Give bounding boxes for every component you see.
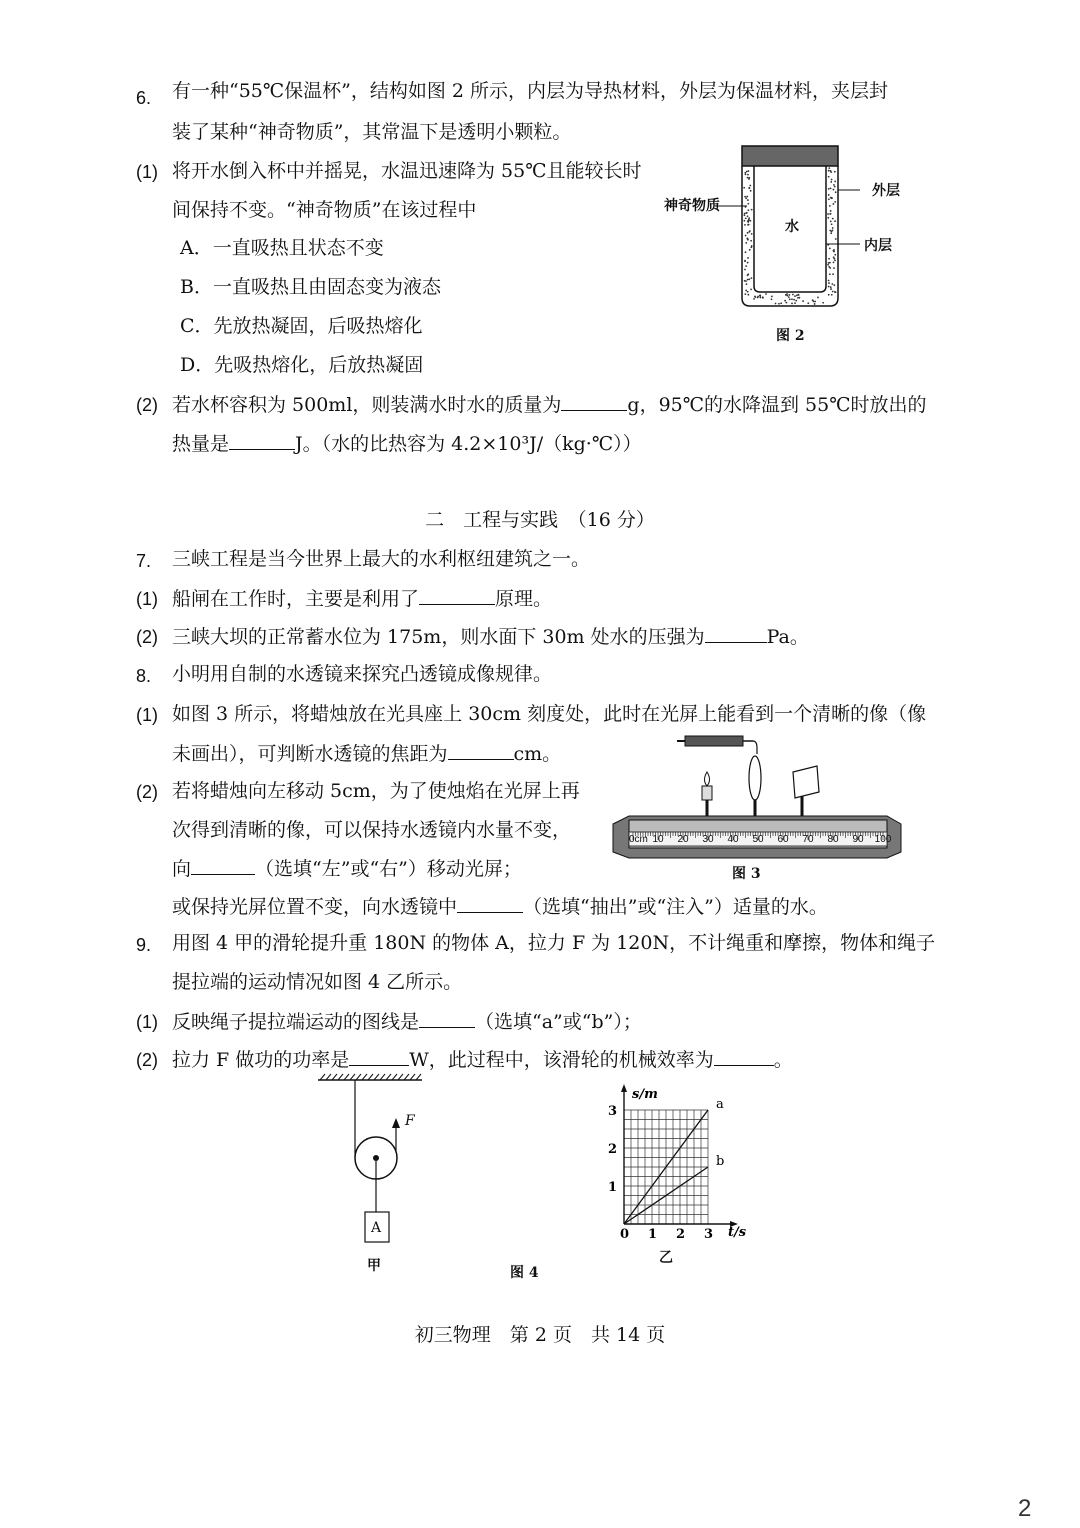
y-tick-label: 3 xyxy=(608,1104,618,1119)
q7-part1-number: (1) xyxy=(136,589,158,609)
q6-part2-number: (2) xyxy=(136,395,158,415)
y-axis-label: s/m xyxy=(632,1087,658,1102)
label-magic-substance: 神奇物质 xyxy=(664,198,720,214)
bench-tick-label: 40 xyxy=(727,834,739,845)
q6-part1-line2: 间保持不变。“神奇物质”在该过程中 xyxy=(172,199,477,221)
bench-tick-label: 50 xyxy=(752,834,764,845)
q8-part2-line3: 向 （选填“左”或“右”）移动光屏； xyxy=(172,858,522,880)
q9-part2-line: 拉力 F 做功的功率是 W，此过程中，该滑轮的机械效率为 。 xyxy=(172,1049,793,1071)
q7-line1: 三峡工程是当今世界上最大的水利枢纽建筑之一。 xyxy=(172,548,591,570)
q8-part2-number: (2) xyxy=(136,782,158,802)
x-axis-label: t/s xyxy=(728,1225,747,1240)
figure-4-pulley xyxy=(310,1072,440,1272)
label-yi: 乙 xyxy=(659,1250,673,1266)
q8-line1: 小明用自制的水透镜来探究凸透镜成像规律。 xyxy=(172,663,553,685)
y-axis-arrow xyxy=(621,1084,627,1092)
bench-tick-label: 0cm xyxy=(629,834,648,845)
q9-part1-number: (1) xyxy=(136,1012,158,1032)
q9-part2-number: (2) xyxy=(136,1050,158,1070)
page-footer: 初三物理 第 2 页 共 14 页 xyxy=(414,1324,666,1346)
bench-tick-label: 30 xyxy=(702,834,714,845)
label-water: 水 xyxy=(785,219,799,235)
y-tick-label: 2 xyxy=(608,1142,618,1157)
q8-part1-line1: 如图 3 所示，将蜡烛放在光具座上 30cm 刻度处，此时在光屏上能看到一个清晰的像（像 xyxy=(172,703,927,725)
bench-tick-label: 20 xyxy=(677,834,689,845)
q8-part2-line2: 次得到清晰的像，可以保持水透镜内水量不变， xyxy=(172,819,572,841)
q8-part2-line1: 若将蜡烛向左移动 5cm，为了使烛焰在光屏上再 xyxy=(172,780,580,802)
corner-page-number: 2 xyxy=(1018,1495,1032,1522)
q8-part1-number: (1) xyxy=(136,705,158,725)
q7-part2-line: 三峡大坝的正常蓄水位为 175m，则水面下 30m 处水的压强为 Pa。 xyxy=(172,626,809,648)
figure-3-caption: 图 3 xyxy=(732,866,761,882)
q6-option-d: D．先吸热熔化，后放热凝固 xyxy=(180,354,424,376)
x-tick-label: 3 xyxy=(704,1227,714,1242)
q6-part1-line1: 将开水倒入杯中并摇晃，水温迅速降为 55℃且能较长时 xyxy=(172,160,642,182)
x-tick-label: 2 xyxy=(676,1227,686,1242)
q6-line1: 有一种“55℃保温杯”，结构如图 2 所示，内层为导热材料，外层为保温材料，夹层封 xyxy=(172,80,889,102)
figure-3-scale xyxy=(605,834,905,848)
series-label-b: b xyxy=(716,1154,725,1169)
x-tick-label: 0 xyxy=(620,1227,630,1242)
q9-part1-line: 反映绳子提拉端运动的图线是 （选填“a”或“b”）； xyxy=(172,1011,642,1033)
bench-tick-label: 60 xyxy=(777,834,789,845)
label-force-F: F xyxy=(405,1113,415,1129)
q8-part1-line2: 未画出），可判断水透镜的焦距为 cm。 xyxy=(172,743,562,765)
q6-option-b: B．一直吸热且由固态变为液态 xyxy=(180,276,441,298)
q8-number: 8. xyxy=(136,666,152,686)
q7-part1-line: 船闸在工作时，主要是利用了 原理。 xyxy=(172,588,553,610)
series-label-a: a xyxy=(716,1097,724,1112)
q6-line2: 装了某种“神奇物质”，其常温下是透明小颗粒。 xyxy=(172,121,572,143)
section-title: 二 工程与实践 （16 分） xyxy=(425,509,655,531)
q6-number: 6. xyxy=(136,88,152,108)
q8-part2-line4: 或保持光屏位置不变，向水透镜中 （选填“抽出”或“注入”）适量的水。 xyxy=(172,896,828,918)
bench-tick-label: 90 xyxy=(852,834,864,845)
bench-tick-label: 80 xyxy=(827,834,839,845)
q7-part2-number: (2) xyxy=(136,627,158,647)
label-inner-layer: 内层 xyxy=(864,238,892,254)
x-tick-label: 1 xyxy=(648,1227,658,1242)
q9-number: 9. xyxy=(136,935,152,955)
bench-tick-label: 100 xyxy=(874,834,892,845)
q7-number: 7. xyxy=(136,551,152,571)
q6-option-a: A．一直吸热且状态不变 xyxy=(180,237,384,259)
q9-line2: 提拉端的运动情况如图 4 乙所示。 xyxy=(172,971,463,993)
figure-4-chart xyxy=(590,1078,760,1250)
bench-tick-label: 10 xyxy=(652,834,664,845)
q6-part2-line1: 若水杯容积为 500ml，则装满水时水的质量为 g，95℃的水降温到 55℃时放出的 xyxy=(172,394,927,416)
y-tick-label: 1 xyxy=(608,1180,618,1195)
label-outer-layer: 外层 xyxy=(872,183,900,199)
figure-4-caption: 图 4 xyxy=(510,1265,539,1281)
q9-line1: 用图 4 甲的滑轮提升重 180N 的物体 A，拉力 F 为 120N，不计绳重和摩擦，物体和绳子 xyxy=(172,932,936,954)
figure-2-caption: 图 2 xyxy=(776,328,805,344)
label-object-A: A xyxy=(371,1220,382,1236)
label-jia: 甲 xyxy=(367,1258,381,1274)
q6-part1-number: (1) xyxy=(136,162,158,182)
q6-part2-line2: 热量是 J。（水的比热容为 4.2×10³J/（kg·℃）） xyxy=(172,433,642,455)
q6-option-c: C．先放热凝固，后吸热熔化 xyxy=(180,315,423,337)
bench-tick-label: 70 xyxy=(802,834,814,845)
